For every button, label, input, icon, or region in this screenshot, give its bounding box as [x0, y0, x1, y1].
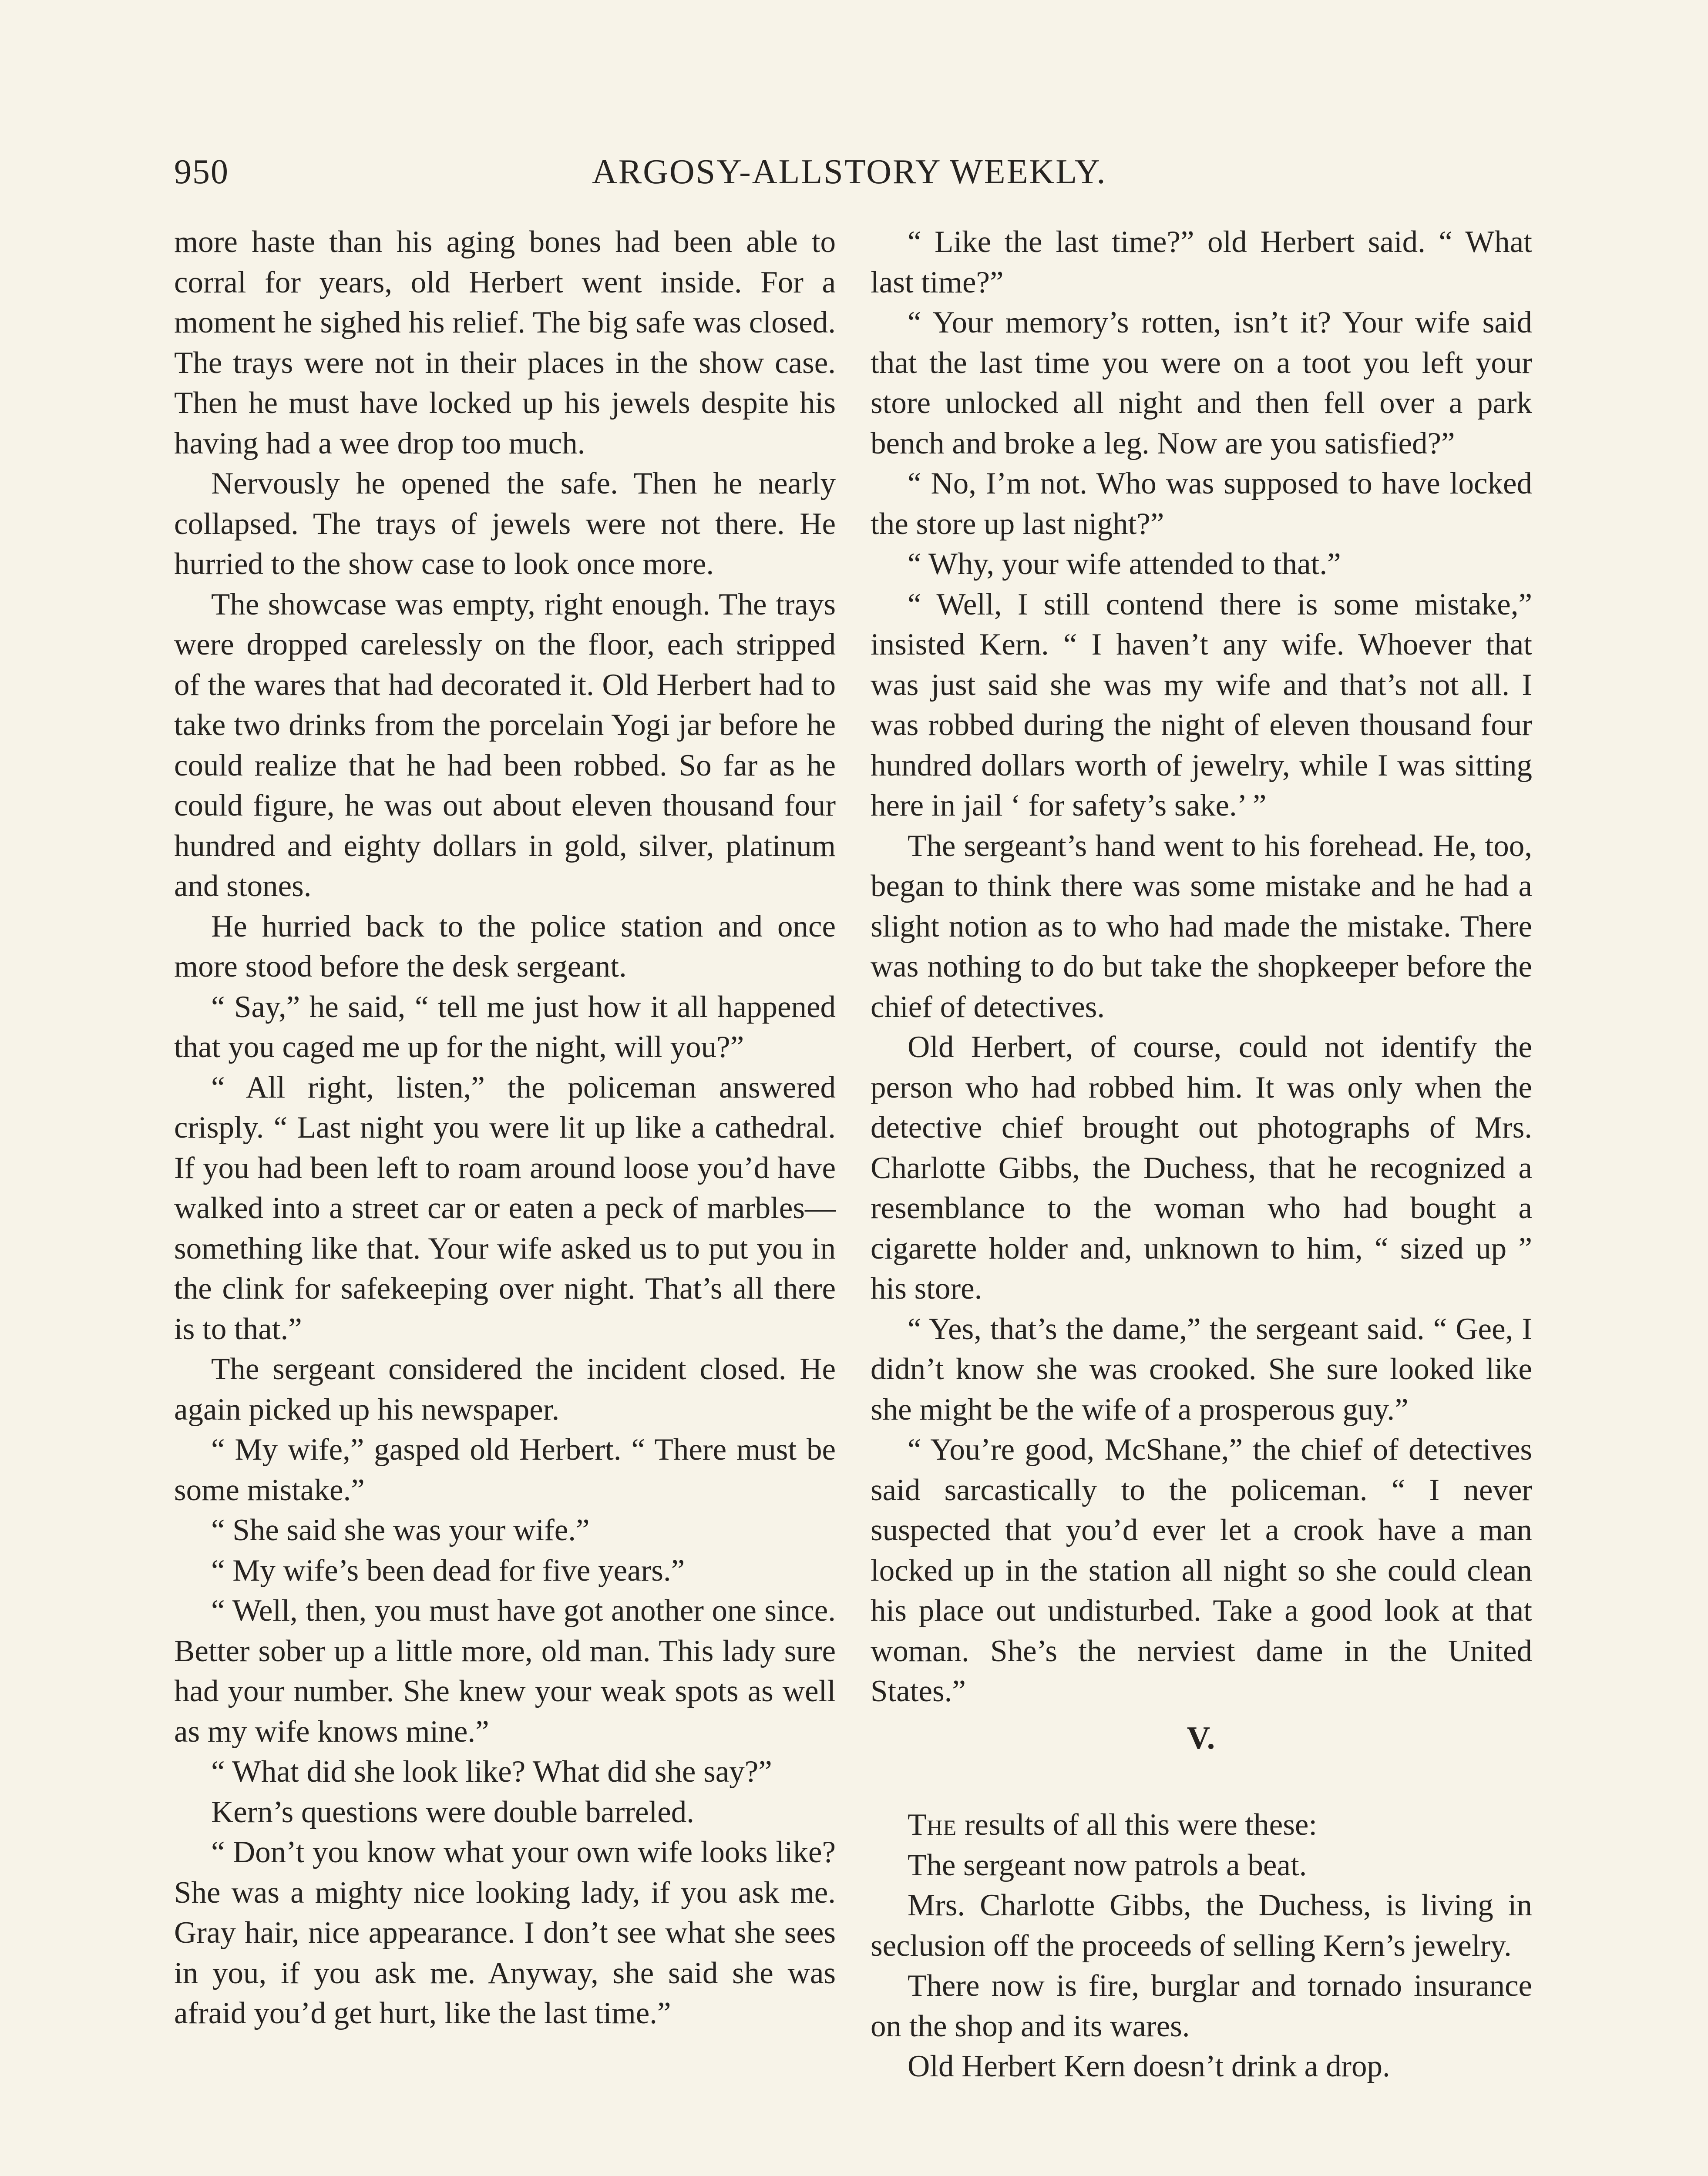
paragraph: “ She said she was your wife.”	[211, 1513, 590, 1547]
opening-text: results of all this were these:	[957, 1808, 1318, 1842]
paragraph: “ Why, your wife attended to that.”	[908, 547, 1341, 581]
paragraph: “ Well, then, you must have got another one since. Better sober up a little more, old man. This lady sure had your number. She knew your weak spots as well as my wife knows mine.”	[174, 1594, 836, 1749]
paragraph: “ Don’t you know what your own wife looks like? She was a mighty nice looking lady, if you ask me. Gray hair, nice appearance. I don’t see what she sees in you, if you ask me. Anyway, she said she was afraid you’d get hurt, like the last time.”	[174, 1835, 836, 2030]
paragraph: He hurried back to the police station and once more stood before the desk sergeant.	[174, 909, 836, 984]
section-heading: V.	[1187, 1720, 1216, 1756]
paragraph: Kern’s questions were double barreled.	[211, 1795, 694, 1829]
paragraph: The sergeant considered the incident closed. He again picked up his newspaper.	[174, 1352, 836, 1427]
paragraph: The sergeant now patrols a beat.	[908, 1848, 1307, 1882]
paragraph: “ You’re good, McShane,” the chief of detectives said sarcastically to the policeman. “ I never suspected that you’d ever let a crook have a man locked up in the station all night so she could clean his place out undisturbed. Take a good look at that woman. She’s the nerviest dame in the United States.”	[871, 1433, 1532, 1708]
right-column	[871, 222, 1532, 2087]
page-number: 950	[174, 153, 229, 191]
paragraph: “ What did she look like? What did she say?”	[211, 1755, 772, 1789]
paragraph: The showcase was empty, right enough. The trays were dropped carelessly on the floor, each stripped of the wares that had decorated it. Old Herbert had to take two drinks from the porcelain Yogi jar before he could realize that he had been robbed. So far as he could figure, he was out about eleven thousand four hundred and eighty dollars in gold, silver, platinum and stones.	[174, 587, 836, 903]
left-column	[174, 222, 836, 2034]
paragraph: Old Herbert Kern doesn’t drink a drop.	[908, 2049, 1390, 2083]
paragraph: “ My wife’s been dead for five years.”	[211, 1553, 685, 1588]
paragraph: “ No, I’m not. Who was supposed to have locked the store up last night?”	[871, 467, 1532, 541]
running-head: ARGOSY-ALLSTORY WEEKLY.	[592, 153, 1107, 191]
paragraph: “ All right, listen,” the policeman answered crisply. “ Last night you were lit up like a cathedral. If you had been left to roam around loose you’d have walked into a street car or eaten a peck of marbles—something like that. Your wife asked us to put you in the clink for safekeeping over night. That’s all there is to that.”	[174, 1070, 836, 1346]
paragraph: Nervously he opened the safe. Then he nearly collapsed. The trays of jewels were not there. He hurried to the show case to look once more.	[174, 467, 836, 581]
paragraph: “ Yes, that’s the dame,” the sergeant said. “ Gee, I didn’t know she was crooked. She sure looked like she might be the wife of a prosperous guy.”	[871, 1312, 1532, 1427]
paragraph: “ My wife,” gasped old Herbert. “ There must be some mistake.”	[174, 1433, 836, 1507]
page-header	[174, 148, 1532, 196]
section-spacer	[871, 1758, 1532, 1805]
paragraph: “ Your memory’s rotten, isn’t it? Your wife said that the last time you were on a toot you left your store unlocked all night and then fell over a park bench and broke a leg. Now are you satisfied?”	[871, 306, 1532, 460]
paragraph: There now is fire, burglar and tornado insurance on the shop and its wares.	[871, 1969, 1532, 2043]
paragraph: Old Herbert, of course, could not identify the person who had robbed him. It was only when the detective chief brought out photographs of Mrs. Charlotte Gibbs, the Duchess, that he recognized a resemblance to the woman who had bought a cigarette holder and, unknown to him, “ sized up ” his store.	[871, 1030, 1532, 1306]
drop-word: The	[908, 1808, 957, 1842]
paragraph: “ Like the last time?” old Herbert said. “ What last time?”	[871, 225, 1532, 299]
section-opening-paragraph	[871, 1805, 1532, 1845]
paragraph: Mrs. Charlotte Gibbs, the Duchess, is living in seclusion off the proceeds of selling Kern’s jewelry.	[871, 1888, 1532, 1963]
paragraph: “ Well, I still contend there is some mistake,” insisted Kern. “ I haven’t any wife. Whoever that was just said she was my wife and that’s not all. I was robbed during the night of eleven thousand four hundred dollars worth of jewelry, while I was sitting here in jail ‘ for safety’s sake.’ ”	[871, 587, 1532, 823]
paragraph: The sergeant’s hand went to his forehead. He, too, began to think there was some mistake and he had a slight notion as to who had made the mistake. There was nothing to do but take the shopkeeper before the chief of detectives.	[871, 829, 1532, 1024]
paragraph: “ Say,” he said, “ tell me just how it all happened that you caged me up for the night, will you?”	[174, 990, 836, 1064]
paragraph: more haste than his aging bones had been able to corral for years, old Herbert went inside. For a moment he sighed his relief. The big safe was closed. The trays were not in their places in the show case. Then he must have locked up his jewels despite his having had a wee drop too much.	[174, 225, 836, 460]
